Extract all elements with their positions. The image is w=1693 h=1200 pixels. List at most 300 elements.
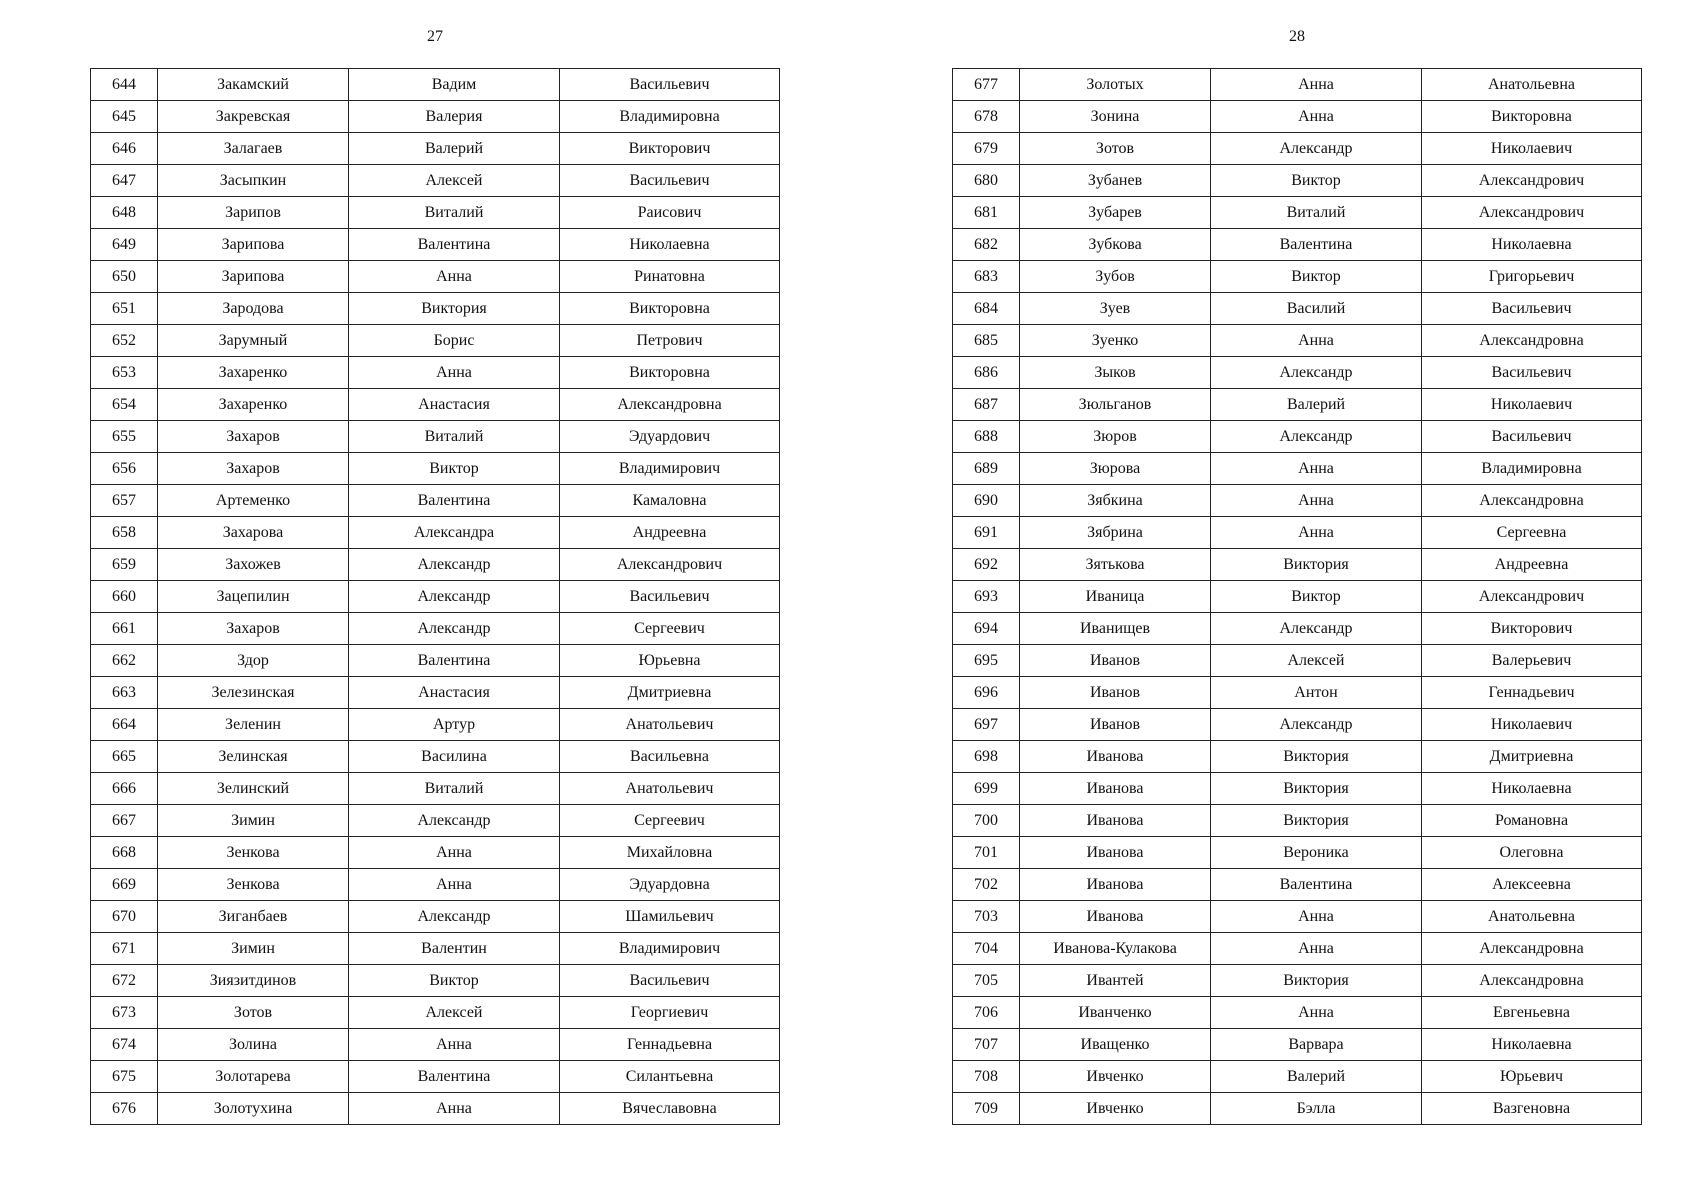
row-number-cell: 644 bbox=[91, 69, 158, 101]
first-name-cell: Анна bbox=[1211, 901, 1422, 933]
first-name-cell: Варвара bbox=[1211, 1029, 1422, 1061]
patronymic-cell: Олеговна bbox=[1422, 837, 1642, 869]
last-name-cell: Зимин bbox=[158, 805, 349, 837]
row-number-cell: 679 bbox=[953, 133, 1020, 165]
row-number-cell: 688 bbox=[953, 421, 1020, 453]
table-row bbox=[953, 325, 1642, 357]
table-row bbox=[91, 837, 780, 869]
last-name-cell: Зенкова bbox=[158, 869, 349, 901]
table-row bbox=[91, 933, 780, 965]
patronymic-cell: Анатольевич bbox=[560, 709, 780, 741]
patronymic-cell: Григорьевич bbox=[1422, 261, 1642, 293]
first-name-cell: Валентин bbox=[349, 933, 560, 965]
first-name-cell: Вероника bbox=[1211, 837, 1422, 869]
patronymic-cell: Дмитриевна bbox=[560, 677, 780, 709]
patronymic-cell: Викторовна bbox=[560, 293, 780, 325]
row-number-cell: 672 bbox=[91, 965, 158, 997]
table-row bbox=[91, 581, 780, 613]
first-name-cell: Виктория bbox=[1211, 805, 1422, 837]
last-name-cell: Захаренко bbox=[158, 357, 349, 389]
first-name-cell: Анна bbox=[349, 1029, 560, 1061]
table-row bbox=[953, 165, 1642, 197]
first-name-cell: Алексей bbox=[349, 997, 560, 1029]
first-name-cell: Виктор bbox=[349, 965, 560, 997]
row-number-cell: 706 bbox=[953, 997, 1020, 1029]
last-name-cell: Иванова-Кулакова bbox=[1020, 933, 1211, 965]
first-name-cell: Александр bbox=[349, 549, 560, 581]
table-row bbox=[953, 197, 1642, 229]
last-name-cell: Захаренко bbox=[158, 389, 349, 421]
table-row bbox=[953, 229, 1642, 261]
last-name-cell: Зарипов bbox=[158, 197, 349, 229]
first-name-cell: Виктор bbox=[1211, 261, 1422, 293]
patronymic-cell: Вазгеновна bbox=[1422, 1093, 1642, 1125]
table-row bbox=[953, 773, 1642, 805]
table-row bbox=[953, 837, 1642, 869]
row-number-cell: 683 bbox=[953, 261, 1020, 293]
first-name-cell: Виктор bbox=[1211, 165, 1422, 197]
patronymic-cell: Дмитриевна bbox=[1422, 741, 1642, 773]
first-name-cell: Валентина bbox=[349, 229, 560, 261]
row-number-cell: 709 bbox=[953, 1093, 1020, 1125]
first-name-cell: Анна bbox=[349, 837, 560, 869]
patronymic-cell: Александровна bbox=[560, 389, 780, 421]
table-row bbox=[91, 325, 780, 357]
row-number-cell: 694 bbox=[953, 613, 1020, 645]
table-row bbox=[953, 997, 1642, 1029]
first-name-cell: Виктория bbox=[1211, 549, 1422, 581]
row-number-cell: 696 bbox=[953, 677, 1020, 709]
row-number-cell: 651 bbox=[91, 293, 158, 325]
patronymic-cell: Васильевич bbox=[1422, 293, 1642, 325]
last-name-cell: Зародова bbox=[158, 293, 349, 325]
last-name-cell: Зуенко bbox=[1020, 325, 1211, 357]
first-name-cell: Борис bbox=[349, 325, 560, 357]
row-number-cell: 670 bbox=[91, 901, 158, 933]
patronymic-cell: Михайловна bbox=[560, 837, 780, 869]
first-name-cell: Виталий bbox=[349, 197, 560, 229]
last-name-cell: Золина bbox=[158, 1029, 349, 1061]
row-number-cell: 674 bbox=[91, 1029, 158, 1061]
row-number-cell: 652 bbox=[91, 325, 158, 357]
row-number-cell: 691 bbox=[953, 517, 1020, 549]
names-table-body bbox=[953, 69, 1642, 1125]
first-name-cell: Валентина bbox=[1211, 869, 1422, 901]
first-name-cell: Виктория bbox=[1211, 965, 1422, 997]
table-row bbox=[953, 293, 1642, 325]
first-name-cell: Василий bbox=[1211, 293, 1422, 325]
names-table bbox=[952, 68, 1642, 1125]
patronymic-cell: Васильевич bbox=[560, 69, 780, 101]
table-row bbox=[91, 1093, 780, 1125]
table-row bbox=[91, 869, 780, 901]
table-row bbox=[953, 357, 1642, 389]
last-name-cell: Зюров bbox=[1020, 421, 1211, 453]
row-number-cell: 645 bbox=[91, 101, 158, 133]
table-row bbox=[953, 869, 1642, 901]
table-row bbox=[953, 933, 1642, 965]
table-row bbox=[91, 165, 780, 197]
first-name-cell: Анна bbox=[349, 357, 560, 389]
row-number-cell: 689 bbox=[953, 453, 1020, 485]
patronymic-cell: Сергеевна bbox=[1422, 517, 1642, 549]
first-name-cell: Валерия bbox=[349, 101, 560, 133]
table-row bbox=[953, 261, 1642, 293]
patronymic-cell: Евгеньевна bbox=[1422, 997, 1642, 1029]
row-number-cell: 681 bbox=[953, 197, 1020, 229]
row-number-cell: 657 bbox=[91, 485, 158, 517]
first-name-cell: Анна bbox=[1211, 69, 1422, 101]
row-number-cell: 686 bbox=[953, 357, 1020, 389]
table-row bbox=[953, 709, 1642, 741]
first-name-cell: Анна bbox=[1211, 997, 1422, 1029]
patronymic-cell: Викторовна bbox=[560, 357, 780, 389]
table-row bbox=[91, 453, 780, 485]
row-number-cell: 708 bbox=[953, 1061, 1020, 1093]
patronymic-cell: Васильевич bbox=[560, 965, 780, 997]
names-table-body bbox=[91, 69, 780, 1125]
row-number-cell: 678 bbox=[953, 101, 1020, 133]
last-name-cell: Золотых bbox=[1020, 69, 1211, 101]
first-name-cell: Виталий bbox=[1211, 197, 1422, 229]
first-name-cell: Анна bbox=[349, 869, 560, 901]
patronymic-cell: Викторович bbox=[1422, 613, 1642, 645]
last-name-cell: Зелинский bbox=[158, 773, 349, 805]
first-name-cell: Анастасия bbox=[349, 677, 560, 709]
last-name-cell: Иванченко bbox=[1020, 997, 1211, 1029]
table-row bbox=[91, 485, 780, 517]
last-name-cell: Зубов bbox=[1020, 261, 1211, 293]
row-number-cell: 680 bbox=[953, 165, 1020, 197]
first-name-cell: Василина bbox=[349, 741, 560, 773]
patronymic-cell: Андреевна bbox=[1422, 549, 1642, 581]
first-name-cell: Валентина bbox=[349, 1061, 560, 1093]
table-row bbox=[91, 773, 780, 805]
last-name-cell: Зарипова bbox=[158, 229, 349, 261]
patronymic-cell: Эдуардович bbox=[560, 421, 780, 453]
first-name-cell: Валерий bbox=[1211, 389, 1422, 421]
table-row bbox=[91, 645, 780, 677]
patronymic-cell: Александрович bbox=[1422, 165, 1642, 197]
row-number-cell: 665 bbox=[91, 741, 158, 773]
row-number-cell: 692 bbox=[953, 549, 1020, 581]
last-name-cell: Зеленин bbox=[158, 709, 349, 741]
last-name-cell: Золотарева bbox=[158, 1061, 349, 1093]
patronymic-cell: Сергеевич bbox=[560, 613, 780, 645]
first-name-cell: Виталий bbox=[349, 421, 560, 453]
row-number-cell: 701 bbox=[953, 837, 1020, 869]
last-name-cell: Зарумный bbox=[158, 325, 349, 357]
table-row bbox=[91, 1029, 780, 1061]
patronymic-cell: Андреевна bbox=[560, 517, 780, 549]
row-number-cell: 649 bbox=[91, 229, 158, 261]
table-row bbox=[91, 901, 780, 933]
patronymic-cell: Эдуардовна bbox=[560, 869, 780, 901]
last-name-cell: Зиязитдинов bbox=[158, 965, 349, 997]
row-number-cell: 667 bbox=[91, 805, 158, 837]
table-row bbox=[953, 69, 1642, 101]
row-number-cell: 685 bbox=[953, 325, 1020, 357]
patronymic-cell: Владимирович bbox=[560, 453, 780, 485]
table-row bbox=[91, 965, 780, 997]
row-number-cell: 684 bbox=[953, 293, 1020, 325]
last-name-cell: Иващенко bbox=[1020, 1029, 1211, 1061]
last-name-cell: Зуев bbox=[1020, 293, 1211, 325]
row-number-cell: 671 bbox=[91, 933, 158, 965]
last-name-cell: Зенкова bbox=[158, 837, 349, 869]
row-number-cell: 646 bbox=[91, 133, 158, 165]
row-number-cell: 664 bbox=[91, 709, 158, 741]
last-name-cell: Иванова bbox=[1020, 741, 1211, 773]
first-name-cell: Александр bbox=[1211, 613, 1422, 645]
table-row bbox=[953, 549, 1642, 581]
table-row bbox=[91, 1061, 780, 1093]
row-number-cell: 707 bbox=[953, 1029, 1020, 1061]
row-number-cell: 675 bbox=[91, 1061, 158, 1093]
first-name-cell: Анна bbox=[1211, 101, 1422, 133]
table-row bbox=[953, 485, 1642, 517]
row-number-cell: 668 bbox=[91, 837, 158, 869]
table-row bbox=[953, 1093, 1642, 1125]
table-row bbox=[91, 613, 780, 645]
patronymic-cell: Александровна bbox=[1422, 485, 1642, 517]
names-table bbox=[90, 68, 780, 1125]
first-name-cell: Анна bbox=[1211, 485, 1422, 517]
table-row bbox=[91, 389, 780, 421]
first-name-cell: Виталий bbox=[349, 773, 560, 805]
table-row bbox=[91, 741, 780, 773]
first-name-cell: Валентина bbox=[1211, 229, 1422, 261]
last-name-cell: Зыков bbox=[1020, 357, 1211, 389]
row-number-cell: 682 bbox=[953, 229, 1020, 261]
last-name-cell: Зарипова bbox=[158, 261, 349, 293]
patronymic-cell: Николаевна bbox=[1422, 773, 1642, 805]
first-name-cell: Александр bbox=[349, 805, 560, 837]
patronymic-cell: Александрович bbox=[1422, 581, 1642, 613]
row-number-cell: 659 bbox=[91, 549, 158, 581]
patronymic-cell: Сергеевич bbox=[560, 805, 780, 837]
last-name-cell: Ивченко bbox=[1020, 1093, 1211, 1125]
last-name-cell: Ивченко bbox=[1020, 1061, 1211, 1093]
first-name-cell: Виктор bbox=[1211, 581, 1422, 613]
row-number-cell: 654 bbox=[91, 389, 158, 421]
table-row bbox=[953, 613, 1642, 645]
first-name-cell: Артур bbox=[349, 709, 560, 741]
table-row bbox=[91, 261, 780, 293]
first-name-cell: Анна bbox=[1211, 517, 1422, 549]
table-row bbox=[953, 133, 1642, 165]
row-number-cell: 662 bbox=[91, 645, 158, 677]
patronymic-cell: Валерьевич bbox=[1422, 645, 1642, 677]
last-name-cell: Здор bbox=[158, 645, 349, 677]
patronymic-cell: Юрьевич bbox=[1422, 1061, 1642, 1093]
table-row bbox=[953, 421, 1642, 453]
row-number-cell: 673 bbox=[91, 997, 158, 1029]
last-name-cell: Засыпкин bbox=[158, 165, 349, 197]
row-number-cell: 693 bbox=[953, 581, 1020, 613]
last-name-cell: Иванов bbox=[1020, 709, 1211, 741]
first-name-cell: Анастасия bbox=[349, 389, 560, 421]
last-name-cell: Зонина bbox=[1020, 101, 1211, 133]
patronymic-cell: Викторовна bbox=[1422, 101, 1642, 133]
first-name-cell: Александр bbox=[1211, 709, 1422, 741]
table-row bbox=[953, 1029, 1642, 1061]
table-row bbox=[91, 69, 780, 101]
patronymic-cell: Анатольевна bbox=[1422, 901, 1642, 933]
first-name-cell: Бэлла bbox=[1211, 1093, 1422, 1125]
patronymic-cell: Анатольевна bbox=[1422, 69, 1642, 101]
table-row bbox=[91, 101, 780, 133]
patronymic-cell: Александровна bbox=[1422, 933, 1642, 965]
table-row bbox=[953, 581, 1642, 613]
last-name-cell: Зотов bbox=[158, 997, 349, 1029]
patronymic-cell: Георгиевич bbox=[560, 997, 780, 1029]
last-name-cell: Зубанев bbox=[1020, 165, 1211, 197]
last-name-cell: Захожев bbox=[158, 549, 349, 581]
last-name-cell: Ивантей bbox=[1020, 965, 1211, 997]
patronymic-cell: Викторович bbox=[560, 133, 780, 165]
patronymic-cell: Ринатовна bbox=[560, 261, 780, 293]
last-name-cell: Зелезинская bbox=[158, 677, 349, 709]
table-row bbox=[953, 677, 1642, 709]
table-row bbox=[953, 1061, 1642, 1093]
last-name-cell: Иванов bbox=[1020, 677, 1211, 709]
patronymic-cell: Николаевич bbox=[1422, 389, 1642, 421]
row-number-cell: 650 bbox=[91, 261, 158, 293]
last-name-cell: Закамский bbox=[158, 69, 349, 101]
page-number: 27 bbox=[427, 28, 443, 45]
patronymic-cell: Владимировна bbox=[560, 101, 780, 133]
patronymic-cell: Николаевич bbox=[1422, 709, 1642, 741]
row-number-cell: 658 bbox=[91, 517, 158, 549]
first-name-cell: Александр bbox=[1211, 421, 1422, 453]
last-name-cell: Зацепилин bbox=[158, 581, 349, 613]
table-row bbox=[91, 997, 780, 1029]
page-right bbox=[952, 0, 1642, 1125]
row-number-cell: 648 bbox=[91, 197, 158, 229]
first-name-cell: Валерий bbox=[349, 133, 560, 165]
last-name-cell: Иванова bbox=[1020, 773, 1211, 805]
last-name-cell: Иваница bbox=[1020, 581, 1211, 613]
table-row bbox=[953, 741, 1642, 773]
table-row bbox=[953, 389, 1642, 421]
table-row bbox=[953, 101, 1642, 133]
row-number-cell: 661 bbox=[91, 613, 158, 645]
first-name-cell: Виктория bbox=[349, 293, 560, 325]
table-row bbox=[953, 645, 1642, 677]
row-number-cell: 703 bbox=[953, 901, 1020, 933]
row-number-cell: 653 bbox=[91, 357, 158, 389]
row-number-cell: 702 bbox=[953, 869, 1020, 901]
page-number: 28 bbox=[1289, 28, 1305, 45]
table-row bbox=[953, 901, 1642, 933]
patronymic-cell: Николаевич bbox=[1422, 133, 1642, 165]
first-name-cell: Виктория bbox=[1211, 741, 1422, 773]
first-name-cell: Александр bbox=[1211, 133, 1422, 165]
first-name-cell: Анна bbox=[349, 1093, 560, 1125]
first-name-cell: Алексей bbox=[349, 165, 560, 197]
last-name-cell: Зябкина bbox=[1020, 485, 1211, 517]
first-name-cell: Александр bbox=[1211, 357, 1422, 389]
table-row bbox=[91, 293, 780, 325]
table-row bbox=[91, 421, 780, 453]
patronymic-cell: Юрьевна bbox=[560, 645, 780, 677]
row-number-cell: 690 bbox=[953, 485, 1020, 517]
table-row bbox=[953, 805, 1642, 837]
first-name-cell: Анна bbox=[349, 261, 560, 293]
row-number-cell: 666 bbox=[91, 773, 158, 805]
last-name-cell: Зотов bbox=[1020, 133, 1211, 165]
last-name-cell: Зюрова bbox=[1020, 453, 1211, 485]
last-name-cell: Зябрина bbox=[1020, 517, 1211, 549]
first-name-cell: Виктория bbox=[1211, 773, 1422, 805]
row-number-cell: 655 bbox=[91, 421, 158, 453]
row-number-cell: 676 bbox=[91, 1093, 158, 1125]
table-row bbox=[91, 805, 780, 837]
patronymic-cell: Анатольевич bbox=[560, 773, 780, 805]
row-number-cell: 656 bbox=[91, 453, 158, 485]
row-number-cell: 698 bbox=[953, 741, 1020, 773]
first-name-cell: Антон bbox=[1211, 677, 1422, 709]
patronymic-cell: Романовна bbox=[1422, 805, 1642, 837]
patronymic-cell: Силантьевна bbox=[560, 1061, 780, 1093]
row-number-cell: 687 bbox=[953, 389, 1020, 421]
last-name-cell: Зиганбаев bbox=[158, 901, 349, 933]
table-row bbox=[91, 133, 780, 165]
first-name-cell: Анна bbox=[1211, 325, 1422, 357]
row-number-cell: 699 bbox=[953, 773, 1020, 805]
patronymic-cell: Васильевна bbox=[560, 741, 780, 773]
last-name-cell: Зимин bbox=[158, 933, 349, 965]
patronymic-cell: Александровна bbox=[1422, 965, 1642, 997]
last-name-cell: Иванова bbox=[1020, 805, 1211, 837]
last-name-cell: Иванова bbox=[1020, 837, 1211, 869]
table-row bbox=[953, 517, 1642, 549]
table-row bbox=[91, 357, 780, 389]
first-name-cell: Александра bbox=[349, 517, 560, 549]
last-name-cell: Зубарев bbox=[1020, 197, 1211, 229]
last-name-cell: Зелинская bbox=[158, 741, 349, 773]
last-name-cell: Захаров bbox=[158, 421, 349, 453]
table-row bbox=[91, 517, 780, 549]
table-row bbox=[91, 549, 780, 581]
patronymic-cell: Николаевна bbox=[1422, 229, 1642, 261]
first-name-cell: Александр bbox=[349, 581, 560, 613]
first-name-cell: Александр bbox=[349, 901, 560, 933]
last-name-cell: Закревская bbox=[158, 101, 349, 133]
patronymic-cell: Васильевич bbox=[560, 165, 780, 197]
patronymic-cell: Петрович bbox=[560, 325, 780, 357]
last-name-cell: Иванов bbox=[1020, 645, 1211, 677]
patronymic-cell: Владимирович bbox=[560, 933, 780, 965]
first-name-cell: Анна bbox=[1211, 453, 1422, 485]
last-name-cell: Залагаев bbox=[158, 133, 349, 165]
table-row bbox=[91, 229, 780, 261]
patronymic-cell: Николаевна bbox=[1422, 1029, 1642, 1061]
first-name-cell: Валентина bbox=[349, 485, 560, 517]
last-name-cell: Артеменко bbox=[158, 485, 349, 517]
patronymic-cell: Александровна bbox=[1422, 325, 1642, 357]
patronymic-cell: Николаевна bbox=[560, 229, 780, 261]
row-number-cell: 663 bbox=[91, 677, 158, 709]
row-number-cell: 704 bbox=[953, 933, 1020, 965]
row-number-cell: 669 bbox=[91, 869, 158, 901]
last-name-cell: Иванова bbox=[1020, 901, 1211, 933]
first-name-cell: Валерий bbox=[1211, 1061, 1422, 1093]
first-name-cell: Алексей bbox=[1211, 645, 1422, 677]
patronymic-cell: Шамильевич bbox=[560, 901, 780, 933]
patronymic-cell: Владимировна bbox=[1422, 453, 1642, 485]
